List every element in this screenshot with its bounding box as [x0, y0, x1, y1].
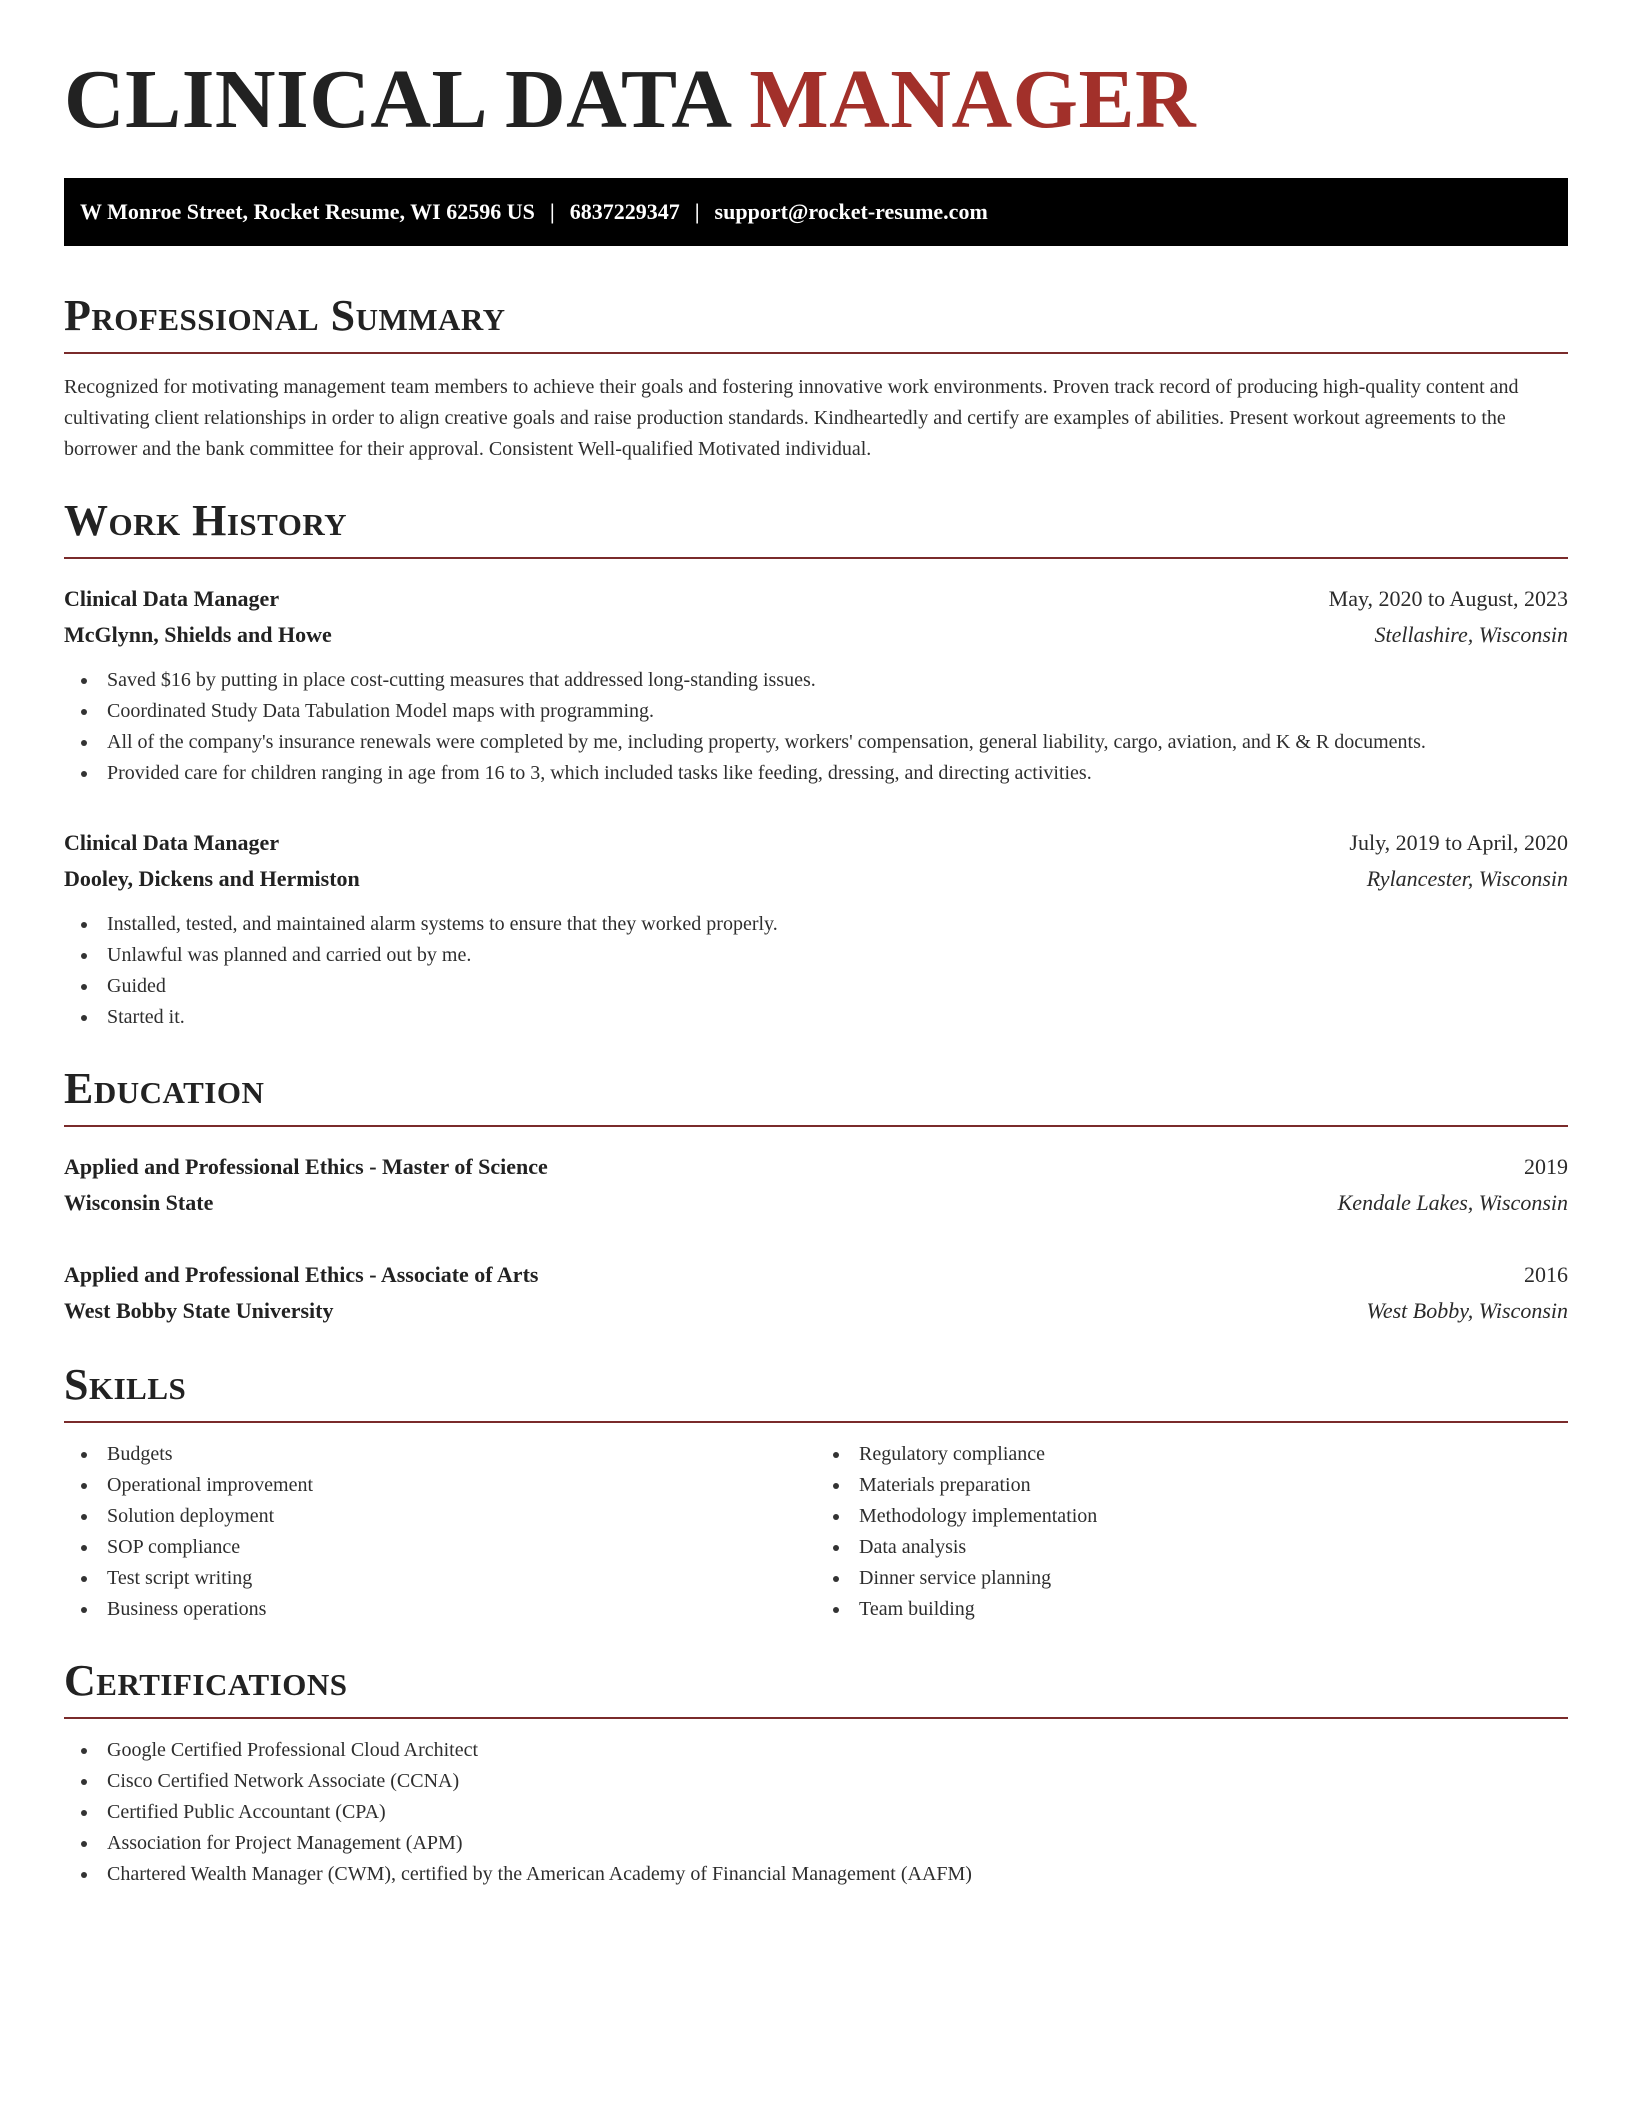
summary-heading: Professional Summary — [64, 294, 1568, 354]
page-title — [64, 0, 1568, 146]
list-item: Started it. — [64, 1002, 1568, 1033]
list-item: Coordinated Study Data Tabulation Model maps with programming. — [64, 696, 1568, 727]
education-section — [64, 1064, 1568, 1329]
contact-separator: | — [694, 199, 700, 224]
list-item: Test script writing — [64, 1563, 816, 1594]
list-item: Business operations — [64, 1594, 816, 1625]
education-entry — [64, 1149, 1568, 1221]
skills-heading: Skills — [64, 1363, 1568, 1423]
list-item: Saved $16 by putting in place cost-cutting measures that addressed long-standing issues. — [64, 665, 1568, 696]
job-dates: May, 2020 to August, 2023 — [1328, 586, 1568, 611]
list-item: Unlawful was planned and carried out by me. — [64, 940, 1568, 971]
school: West Bobby State University — [64, 1298, 334, 1323]
title-accent: MANAGER — [749, 53, 1197, 146]
job-bullets — [64, 909, 1568, 1033]
list-item: Operational improvement — [64, 1470, 816, 1501]
list-item: Chartered Wealth Manager (CWM), certified by the American Academy of Financial Management (AAFM) — [64, 1859, 1568, 1890]
title-primary: CLINICAL DATA — [64, 53, 728, 146]
job-company: Dooley, Dickens and Hermiston — [64, 866, 360, 891]
job-title: Clinical Data Manager — [64, 830, 280, 855]
graduation-year: 2019 — [1524, 1154, 1568, 1179]
list-item: Certified Public Accountant (CPA) — [64, 1797, 1568, 1828]
school-location: Kendale Lakes, Wisconsin — [1337, 1190, 1568, 1215]
list-item: Installed, tested, and maintained alarm systems to ensure that they worked properly. — [64, 909, 1568, 940]
job-entry — [64, 581, 1568, 789]
list-item: Google Certified Professional Cloud Architect — [64, 1735, 1568, 1766]
list-item: Solution deployment — [64, 1501, 816, 1532]
job-dates: July, 2019 to April, 2020 — [1349, 830, 1568, 855]
contact-bar — [64, 178, 1568, 246]
certifications-section — [64, 1656, 1568, 1890]
skills-list-left — [64, 1439, 816, 1625]
list-item: Cisco Certified Network Associate (CCNA) — [64, 1766, 1568, 1797]
job-location: Stellashire, Wisconsin — [1374, 622, 1568, 647]
job-company: McGlynn, Shields and Howe — [64, 622, 332, 647]
education-entry — [64, 1257, 1568, 1329]
contact-phone: 6837229347 — [569, 199, 680, 224]
list-item: Data analysis — [816, 1532, 1568, 1563]
skills-section — [64, 1360, 1568, 1625]
education-heading: Education — [64, 1067, 1568, 1127]
skills-list-right — [816, 1439, 1568, 1625]
list-item: Association for Project Management (APM) — [64, 1828, 1568, 1859]
job-title: Clinical Data Manager — [64, 586, 280, 611]
degree: Applied and Professional Ethics - Master of Science — [64, 1154, 548, 1179]
job-entry — [64, 825, 1568, 1033]
school-location: West Bobby, Wisconsin — [1366, 1298, 1568, 1323]
list-item: Regulatory compliance — [816, 1439, 1568, 1470]
list-item: All of the company's insurance renewals were completed by me, including property, workers' compensation, general liability, cargo, aviation, and K & R documents. — [64, 727, 1568, 758]
work-history-heading: Work History — [64, 499, 1568, 559]
list-item: Methodology implementation — [816, 1501, 1568, 1532]
list-item: Guided — [64, 971, 1568, 1002]
list-item: Materials preparation — [816, 1470, 1568, 1501]
summary-text: Recognized for motivating management team members to achieve their goals and fostering innovative work environments. Proven track record of producing high-quality content and cultivating client relationships in order to align creative goals and raise production standards. Kindheartedly and certify are examples of abilities. Present workout agreements to the borrower and the bank committee for their approval. Consistent Well-qualified Motivated individual. — [64, 376, 1519, 460]
certifications-list — [64, 1735, 1568, 1890]
list-item: SOP compliance — [64, 1532, 816, 1563]
contact-address: W Monroe Street, Rocket Resume, WI 62596 US — [80, 199, 535, 224]
contact-email: support@rocket-resume.com — [714, 199, 988, 224]
list-item: Dinner service planning — [816, 1563, 1568, 1594]
work-history-section — [64, 496, 1568, 1033]
graduation-year: 2016 — [1524, 1262, 1568, 1287]
degree: Applied and Professional Ethics - Associate of Arts — [64, 1262, 539, 1287]
contact-separator: | — [549, 199, 555, 224]
skills-grid — [64, 1439, 1568, 1625]
list-item: Team building — [816, 1594, 1568, 1625]
job-location: Rylancester, Wisconsin — [1366, 866, 1568, 891]
list-item: Provided care for children ranging in age from 16 to 3, which included tasks like feeding, dressing, and directing activities. — [64, 758, 1568, 789]
job-bullets — [64, 665, 1568, 789]
list-item: Budgets — [64, 1439, 816, 1470]
school: Wisconsin State — [64, 1190, 214, 1215]
certifications-heading: Certifications — [64, 1659, 1568, 1719]
